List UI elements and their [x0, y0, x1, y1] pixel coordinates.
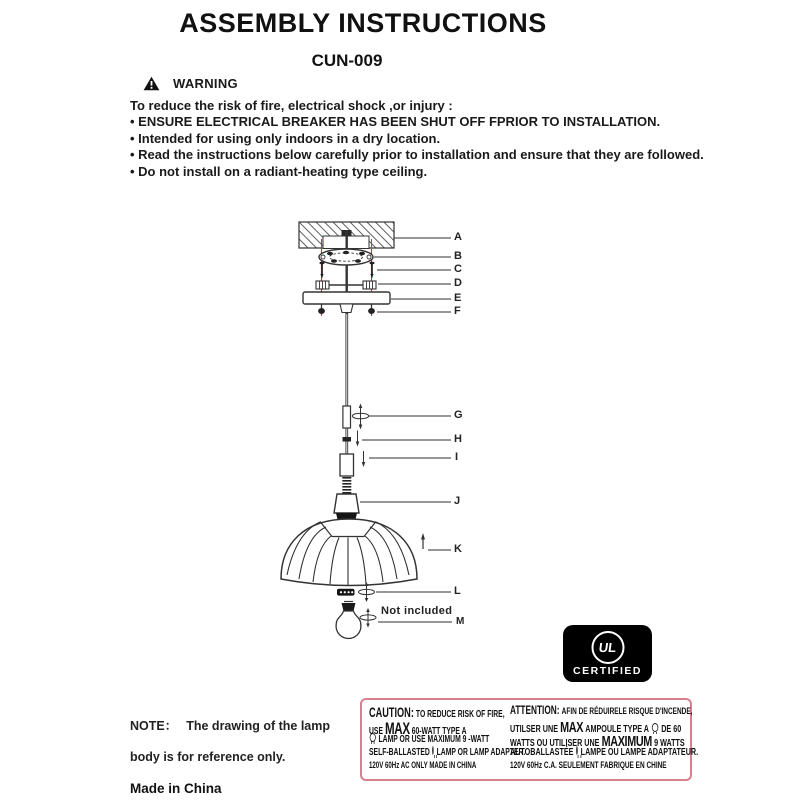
part-label-h: H [454, 433, 462, 445]
part-label-f: F [454, 305, 461, 317]
part-label-b: B [454, 250, 462, 262]
warning-bullet: • Read the instructions below carefully prior to installation and ensure that they are followed. [130, 147, 704, 163]
warning-intro: To reduce the risk of fire, electrical shock ,or injury : [130, 98, 453, 113]
part-label-e: E [454, 292, 462, 304]
page-title: ASSEMBLY INSTRUCTIONS [179, 8, 547, 38]
part-label-k: K [454, 543, 462, 555]
cord-sleeve [343, 437, 352, 442]
part-label-j: J [454, 495, 461, 507]
part-label-i: I [455, 451, 459, 463]
rotate-symbol-g [352, 404, 368, 430]
arrow-down-h [356, 431, 360, 447]
ul-circle-icon [591, 631, 624, 664]
canopy [303, 292, 390, 313]
attention-heading: ATTENTION: [510, 705, 560, 717]
bulb-icon [576, 746, 577, 755]
caution-box [360, 698, 699, 781]
ul-certified-label: CERTIFIED [573, 665, 642, 677]
threaded-neck [342, 477, 351, 494]
part-label-l: L [454, 585, 461, 597]
socket-ring [337, 589, 355, 596]
bulb-icon [370, 733, 376, 742]
lamp-shade [281, 519, 417, 586]
part-label-c: C [454, 263, 462, 275]
part-label-d: D [454, 277, 462, 289]
model-number: CUN-009 [311, 51, 383, 70]
note-label: NOTE： [130, 719, 178, 733]
ul-mark-text: UL [597, 639, 618, 655]
caution-english: CAUTION: TO REDUCE RISK OF FIRE, USE MAX 60-WATT TYPE A LAMP OR USE MAXIMUM 9 -WATT SELF-BALLASTED LAMP OR LAMP ADAPTER. 120V 60Hz AC ONLY MADE IN CHINA [369, 705, 526, 771]
part-label-m: M [456, 616, 465, 627]
mounting-bracket [319, 249, 373, 265]
rotate-symbol-m [360, 608, 376, 628]
arrow-up-shade [421, 533, 425, 549]
part-label-a: A [454, 231, 462, 243]
warning-bullet: • ENSURE ELECTRICAL BREAKER HAS BEEN SHUT OFF FPRIOR TO INSTALLATION. [130, 114, 661, 130]
not-included-note: Not included [381, 605, 453, 617]
part-label-g: G [454, 409, 463, 421]
made-in-label: Made in China [130, 781, 222, 796]
warning-heading: WARNING [173, 76, 238, 91]
light-bulb [336, 602, 361, 639]
caution-heading: CAUTION: [369, 705, 414, 720]
bulb-icon [652, 723, 658, 732]
warning-bullet: • Do not install on a radiant-heating type ceiling. [130, 163, 428, 179]
caution-french: ATTENTION: AFIN DE RÉDUIRELE RISQUE D'INCENDE, UTILSER UNE MAX AMPOULE TYPE A DE 60 WATTS OU UTILISER UNE MAXIMUM 9 WATTS AUTOBALLASTÉE LAMPE OU LAMPE ADAPTATEUR. 120V 60Hz C.A. SEULEMENT FABRIQUE EN CHINE [510, 705, 699, 771]
cord-grip [343, 406, 351, 428]
arrow-down-i [362, 451, 366, 467]
socket-cup [334, 494, 359, 520]
ul-certified-logo [563, 625, 652, 682]
note-line-2: body is for reference only. [130, 750, 286, 764]
warning-bullet: • Intended for using only indoors in a dry location. [130, 130, 441, 146]
socket-cover [340, 454, 354, 476]
bulb-icon [433, 746, 434, 755]
note-line-1: NOTE： The drawing of the lamp [130, 719, 330, 733]
cord [346, 313, 348, 455]
